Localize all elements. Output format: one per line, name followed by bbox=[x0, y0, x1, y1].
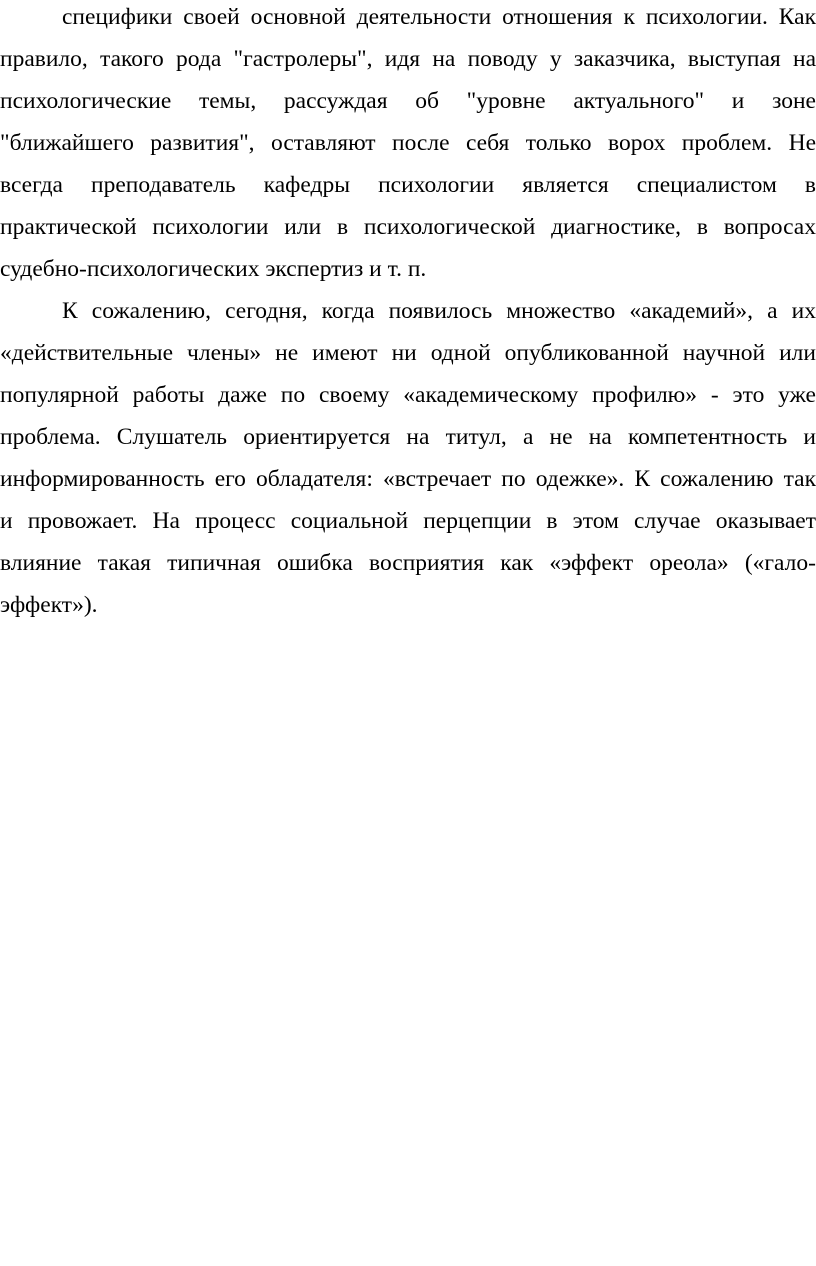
text-line: К сожалению, сегодня, когда появилось множество «академий», а их bbox=[62, 298, 816, 324]
text-line: проблема. Слушатель ориентируется на титул, а не на компетентность и bbox=[0, 424, 816, 450]
text-line: специфики своей основной деятельности отношения к психологии. Как bbox=[62, 4, 816, 30]
text-line: эффект»). bbox=[0, 592, 98, 618]
text-line: «действительные члены» не имеют ни одной опубликованной научной или bbox=[0, 340, 816, 366]
text-line: популярной работы даже по своему «академическому профилю» - это уже bbox=[0, 382, 816, 408]
text-line: судебно-психологических экспертиз и т. п. bbox=[0, 256, 427, 282]
text-line: "ближайшего развития", оставляют после себя только ворох проблем. Не bbox=[0, 130, 816, 156]
text-line: информированность его обладателя: «встречает по одежке». К сожалению так bbox=[0, 466, 816, 492]
text-line: правило, такого рода "гастролеры", идя на поводу у заказчика, выступая на bbox=[0, 46, 816, 72]
text-line: и провожает. На процесс социальной перцепции в этом случае оказывает bbox=[0, 508, 816, 534]
text-line: психологические темы, рассуждая об "уровне актуального" и зоне bbox=[0, 88, 816, 114]
text-line: практической психологии или в психологической диагностике, в вопросах bbox=[0, 214, 816, 240]
text-line: всегда преподаватель кафедры психологии является специалистом в bbox=[0, 172, 816, 198]
text-line: влияние такая типичная ошибка восприятия как «эффект ореола» («гало- bbox=[0, 550, 816, 576]
